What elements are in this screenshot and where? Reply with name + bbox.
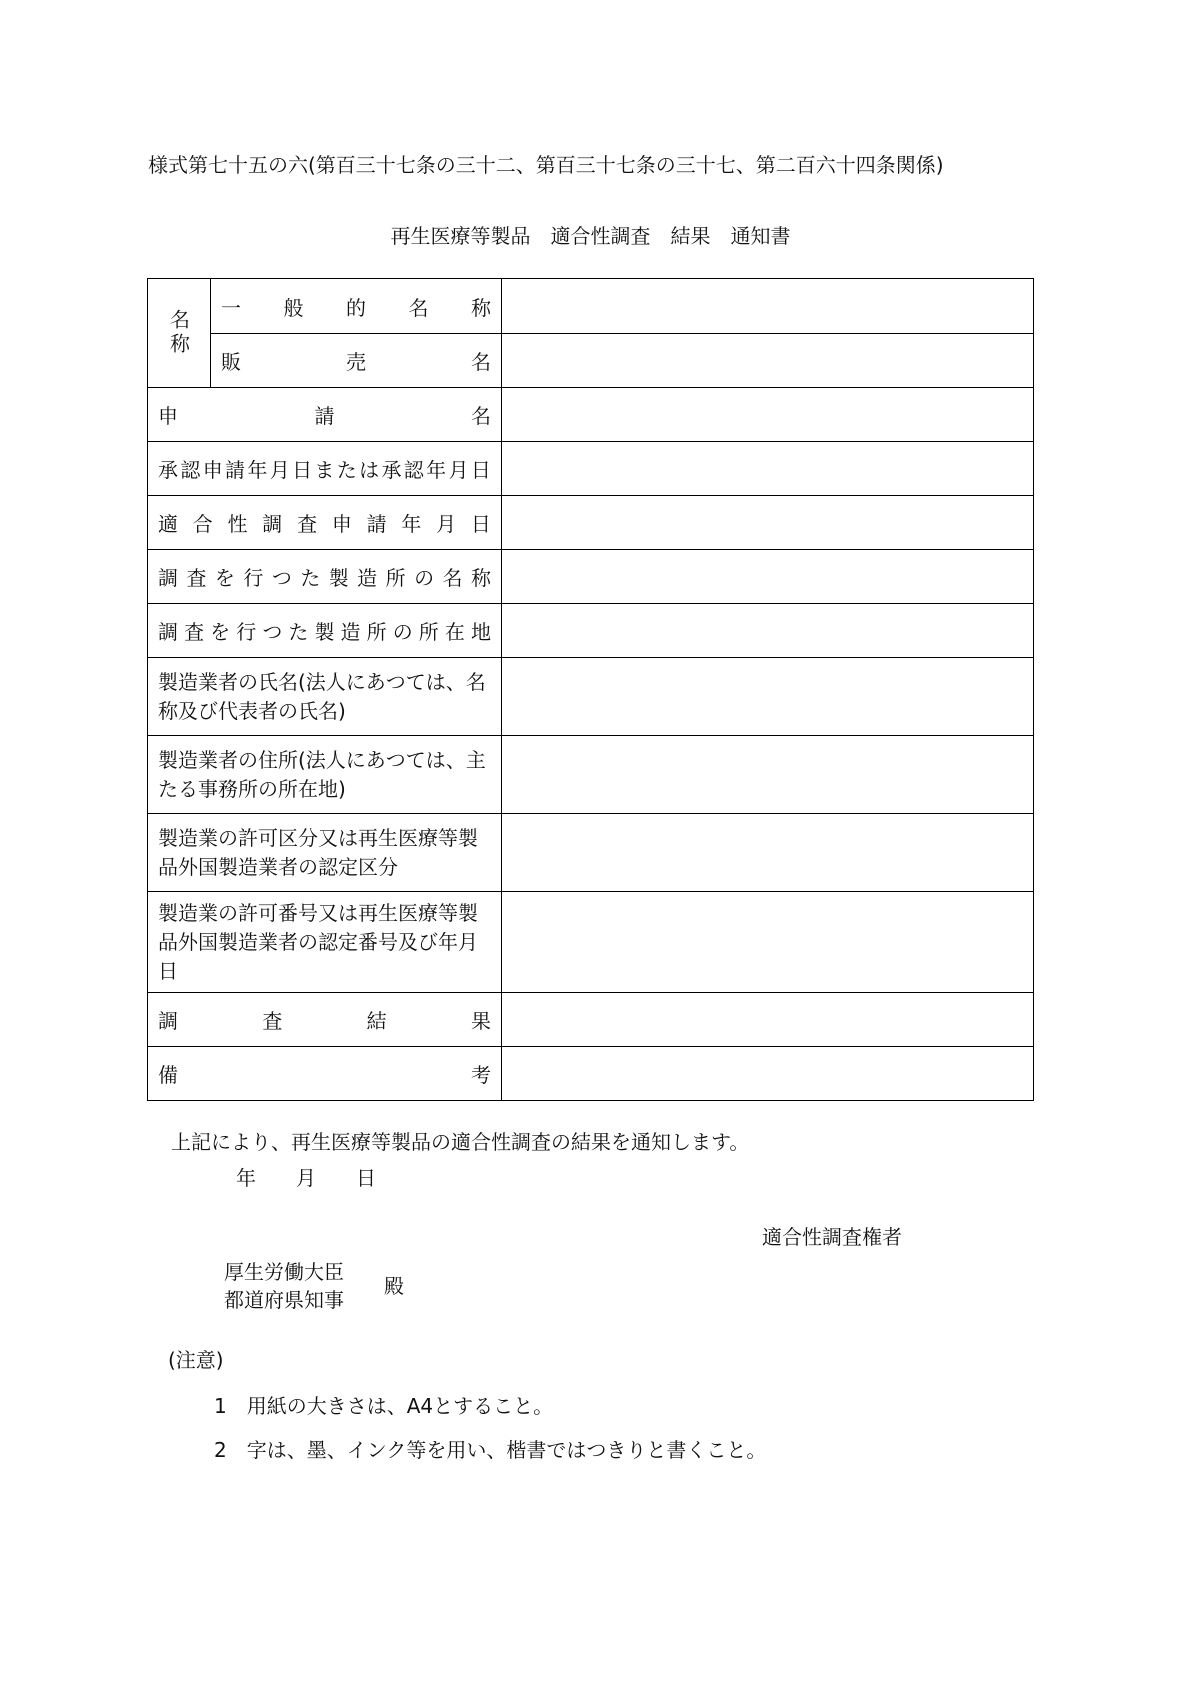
value-cell[interactable]	[502, 736, 1033, 813]
note-item: 2 字は、墨、インク等を用い、楷書ではつきりと書くこと。	[214, 1438, 767, 1462]
row-label: 製造業の許可区分又は再生医療等製品外国製造業者の認定区分	[148, 814, 502, 891]
table-row	[148, 657, 1033, 735]
table-row	[148, 1046, 1033, 1100]
value-cell[interactable]	[502, 388, 1033, 441]
row-label: 一 般 的 名 称	[221, 295, 491, 320]
row-label: 適 合 性 調 査 申 請 年 月 日	[158, 512, 491, 536]
table-row	[148, 813, 1033, 891]
row-label: 調 査 結 果	[158, 1009, 491, 1033]
value-cell[interactable]	[502, 496, 1033, 549]
note-item: 1 用紙の大きさは、A4とすること。	[214, 1394, 554, 1418]
row-label: 製造業の許可番号又は再生医療等製品外国製造業者の認定番号及び年月日	[148, 892, 502, 992]
issuer: 適合性調査権者	[762, 1225, 902, 1249]
value-cell[interactable]	[502, 604, 1033, 657]
row-label: 調 査 を 行 つ た 製 造 所 の 名 称	[158, 566, 491, 590]
name-group	[148, 279, 1033, 387]
form-number: 様式第七十五の六(第百三十七条の三十二、第百三十七条の三十七、第二百六十四条関係)	[148, 153, 944, 177]
value-cell[interactable]	[502, 279, 1033, 333]
table-row	[211, 279, 1033, 333]
table-row	[148, 891, 1033, 992]
addressee-honorific: 殿	[384, 1274, 404, 1298]
notes-heading: (注意)	[168, 1348, 224, 1372]
document-title: 再生医療等製品 適合性調査 結果 通知書	[390, 224, 791, 248]
table-row	[148, 387, 1033, 441]
table-row	[148, 603, 1033, 657]
row-label: 製造業者の氏名(法人にあつては、名称及び代表者の氏名)	[148, 658, 502, 735]
row-label: 承 認 申 請 年 月 日 ま た は 承 認 年 月 日	[158, 458, 491, 482]
table-row	[148, 549, 1033, 603]
row-label: 申 請 名	[158, 404, 491, 428]
value-cell[interactable]	[502, 334, 1033, 387]
addressee-line2: 都道府県知事	[224, 1288, 344, 1312]
form-table	[147, 278, 1034, 1101]
table-row	[211, 333, 1033, 387]
row-label: 調 査 を 行 つ た 製 造 所 の 所 在 地	[158, 620, 491, 644]
value-cell[interactable]	[502, 658, 1033, 735]
table-row	[148, 441, 1033, 495]
value-cell[interactable]	[502, 892, 1033, 992]
name-group-label-cell	[148, 279, 211, 387]
row-label: 販 売 名	[221, 350, 491, 374]
table-row	[148, 495, 1033, 549]
name-group-label: 名称	[166, 309, 191, 357]
notice-text: 上記により、再生医療等製品の適合性調査の結果を通知します。	[171, 1130, 750, 1154]
row-label: 備 考	[158, 1063, 491, 1087]
addressee-line1: 厚生労働大臣	[224, 1260, 344, 1284]
value-cell[interactable]	[502, 1047, 1033, 1100]
value-cell[interactable]	[502, 442, 1033, 495]
table-row	[148, 735, 1033, 813]
table-row	[148, 992, 1033, 1046]
value-cell[interactable]	[502, 550, 1033, 603]
value-cell[interactable]	[502, 814, 1033, 891]
row-label: 製造業者の住所(法人にあつては、主たる事務所の所在地)	[148, 736, 502, 813]
value-cell[interactable]	[502, 993, 1033, 1046]
date-line: 年 月 日	[236, 1166, 376, 1190]
